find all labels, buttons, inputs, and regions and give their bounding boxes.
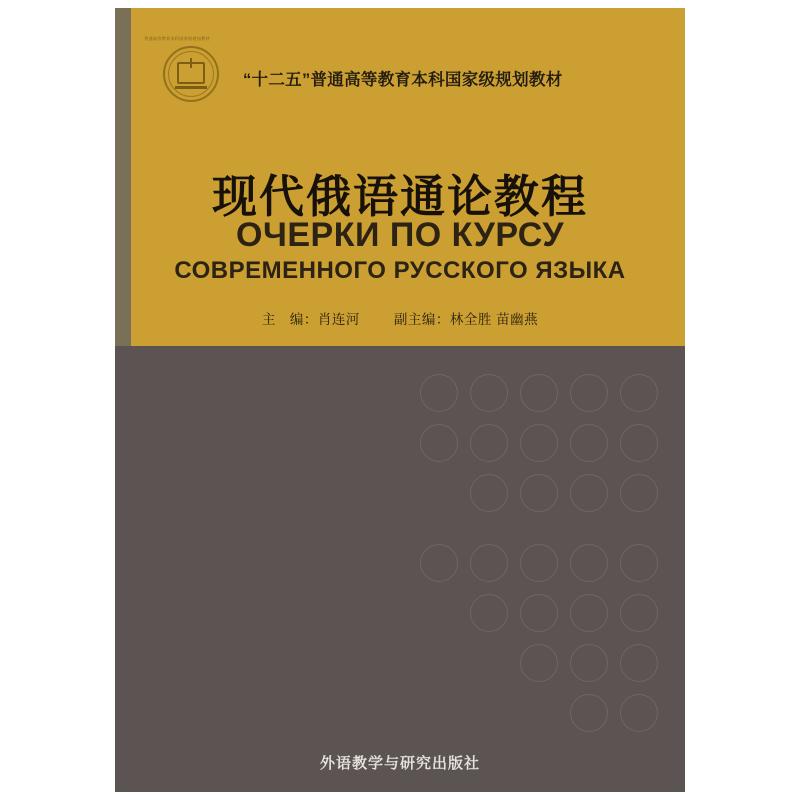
pattern-circle bbox=[620, 594, 658, 632]
pattern-circle bbox=[570, 544, 608, 582]
pattern-circle bbox=[470, 424, 508, 462]
pattern-circle bbox=[620, 644, 658, 682]
pattern-circle bbox=[570, 474, 608, 512]
pattern-circle bbox=[620, 474, 658, 512]
editor-name: 肖连河 bbox=[317, 312, 360, 327]
publisher-name: 外语教学与研究出版社 bbox=[319, 755, 480, 772]
pattern-circle bbox=[470, 594, 508, 632]
title-chinese: 现代俄语通论教程 bbox=[211, 171, 588, 222]
pattern-circle bbox=[420, 544, 458, 582]
emblem-caption: 普通高等教育本科国家级规划教材 bbox=[144, 36, 210, 41]
pattern-circle bbox=[620, 374, 658, 412]
pattern-circle bbox=[570, 644, 608, 682]
pattern-circle bbox=[520, 424, 558, 462]
cover-canvas bbox=[115, 8, 685, 792]
pattern-circle bbox=[520, 594, 558, 632]
pattern-circle bbox=[570, 424, 608, 462]
title-russian-line-1: ОЧЕРКИ ПО КУРСУ bbox=[236, 216, 564, 254]
pattern-circle bbox=[520, 544, 558, 582]
associate-editor-label: 副主编： bbox=[393, 312, 450, 327]
pattern-circle bbox=[420, 424, 458, 462]
title-russian-line-2: СОВРЕМЕННОГО РУССКОГО ЯЗЫКА bbox=[174, 257, 626, 284]
series-banner-text: “十二五”普通高等教育本科国家级规划教材 bbox=[243, 71, 563, 89]
pattern-circle bbox=[520, 644, 558, 682]
pattern-circle bbox=[620, 544, 658, 582]
emblem-book-icon bbox=[177, 62, 205, 84]
pattern-circle bbox=[620, 694, 658, 732]
pattern-circle bbox=[620, 424, 658, 462]
authors-line bbox=[115, 308, 685, 328]
pattern-circle bbox=[420, 374, 458, 412]
pattern-circle bbox=[470, 374, 508, 412]
pattern-circle bbox=[570, 594, 608, 632]
textbook-emblem-icon bbox=[163, 46, 221, 104]
pattern-circle bbox=[470, 544, 508, 582]
pattern-circle bbox=[570, 694, 608, 732]
pattern-circle bbox=[520, 374, 558, 412]
pattern-circle bbox=[570, 374, 608, 412]
emblem-base bbox=[175, 86, 207, 89]
associate-editor-names: 林全胜 苗幽燕 bbox=[449, 312, 539, 327]
pattern-circle bbox=[520, 474, 558, 512]
pattern-circle bbox=[470, 474, 508, 512]
editor-label: 主 编： bbox=[261, 312, 318, 327]
circle-pattern bbox=[115, 346, 685, 792]
